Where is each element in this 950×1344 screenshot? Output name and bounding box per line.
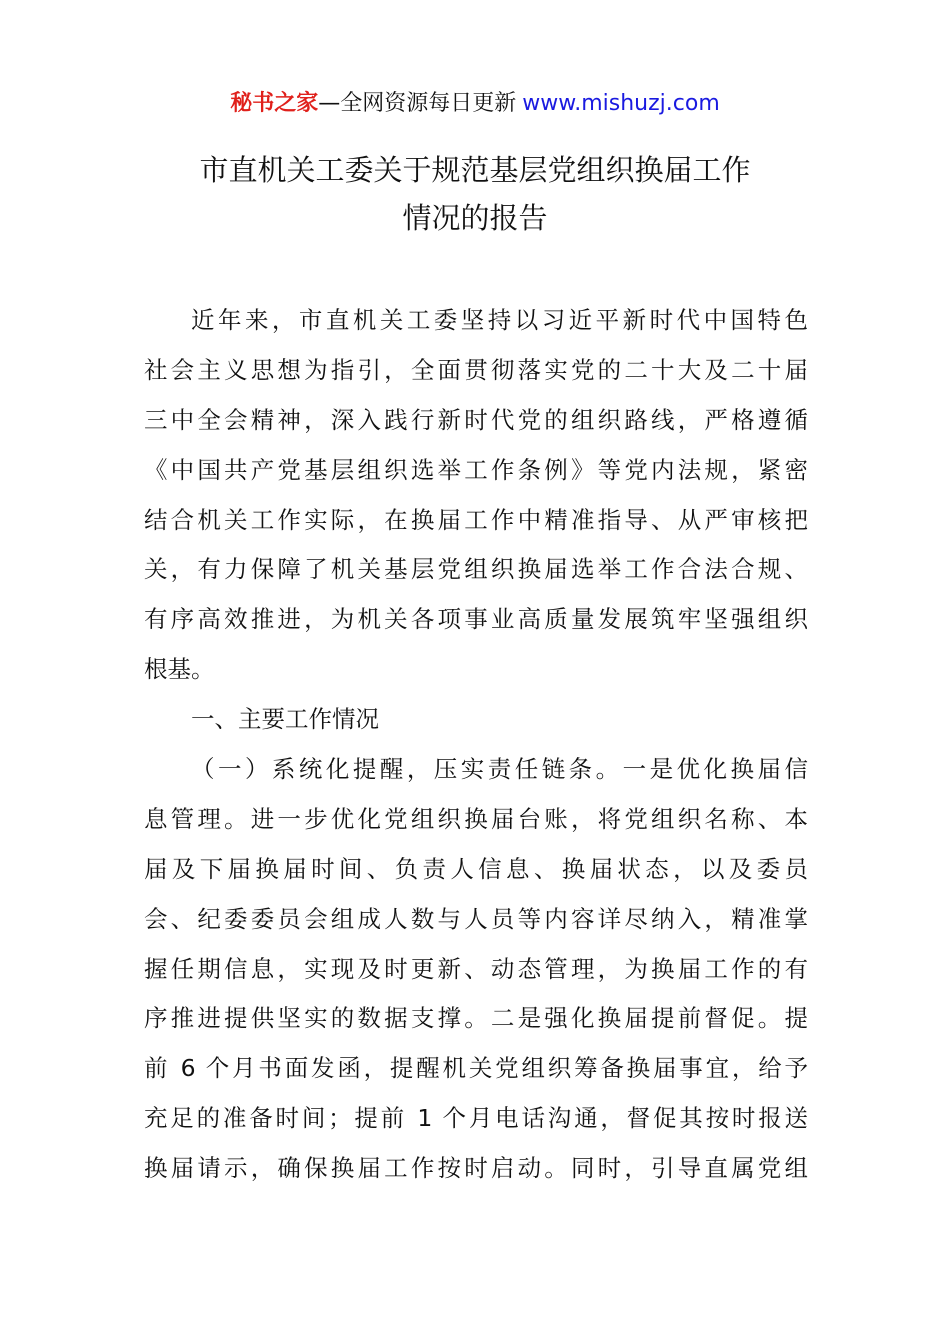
site-url[interactable]: www.mishuzj.com	[522, 91, 720, 116]
document-title	[0, 146, 950, 242]
body-line: 《中国共产党基层组织选举工作条例》等党内法规，紧密	[144, 455, 808, 484]
site-header	[0, 86, 950, 122]
title-line-1: 市直机关工委关于规范基层党组织换届工作	[199, 153, 751, 187]
header-tagline: 全网资源每日更新	[340, 91, 517, 116]
body-line: 序推进提供坚实的数据支撑。二是强化换届提前督促。提	[144, 1004, 808, 1033]
body-line: 关，有力保障了机关基层党组织换届选举工作合法合规、	[144, 555, 808, 584]
body-line: 结合机关工作实际，在换届工作中精准指导、从严审核把	[144, 505, 808, 534]
body-line: 近年来，市直机关工委坚持以习近平新时代中国特色	[191, 306, 808, 334]
header-dash: —	[318, 91, 341, 116]
body-line: 社会主义思想为指引，全面贯彻落实党的二十大及二十届	[144, 355, 808, 384]
section-heading: 一、主要工作情况	[191, 705, 379, 734]
body-line: 三中全会精神，深入践行新时代党的组织路线，严格遵循	[144, 405, 808, 434]
body-line: 前 6 个月书面发函，提醒机关党组织筹备换届事宜，给予	[144, 1054, 808, 1083]
brand-name: 秘书之家	[230, 91, 319, 116]
body-line: 充足的准备时间；提前 1 个月电话沟通，督促其按时报送	[144, 1104, 808, 1133]
body-line: 换届请示，确保换届工作按时启动。同时，引导直属党组	[144, 1154, 808, 1183]
title-line-2: 情况的报告	[402, 201, 548, 235]
body-line: （一）系统化提醒，压实责任链条。一是优化换届信	[191, 755, 808, 784]
body-line: 有序高效推进，为机关各项事业高质量发展筑牢坚强组织	[144, 605, 808, 634]
body-line: 会、纪委委员会组成人数与人员等内容详尽纳入，精准掌	[144, 904, 808, 933]
body-line: 根基。	[144, 655, 215, 684]
body-line: 握任期信息，实现及时更新、动态管理，为换届工作的有	[144, 954, 808, 983]
document-body	[144, 296, 808, 1194]
body-line: 息管理。进一步优化党组织换届台账，将党组织名称、本	[144, 804, 808, 833]
body-line: 届及下届换届时间、负责人信息、换届状态，以及委员	[144, 854, 808, 883]
